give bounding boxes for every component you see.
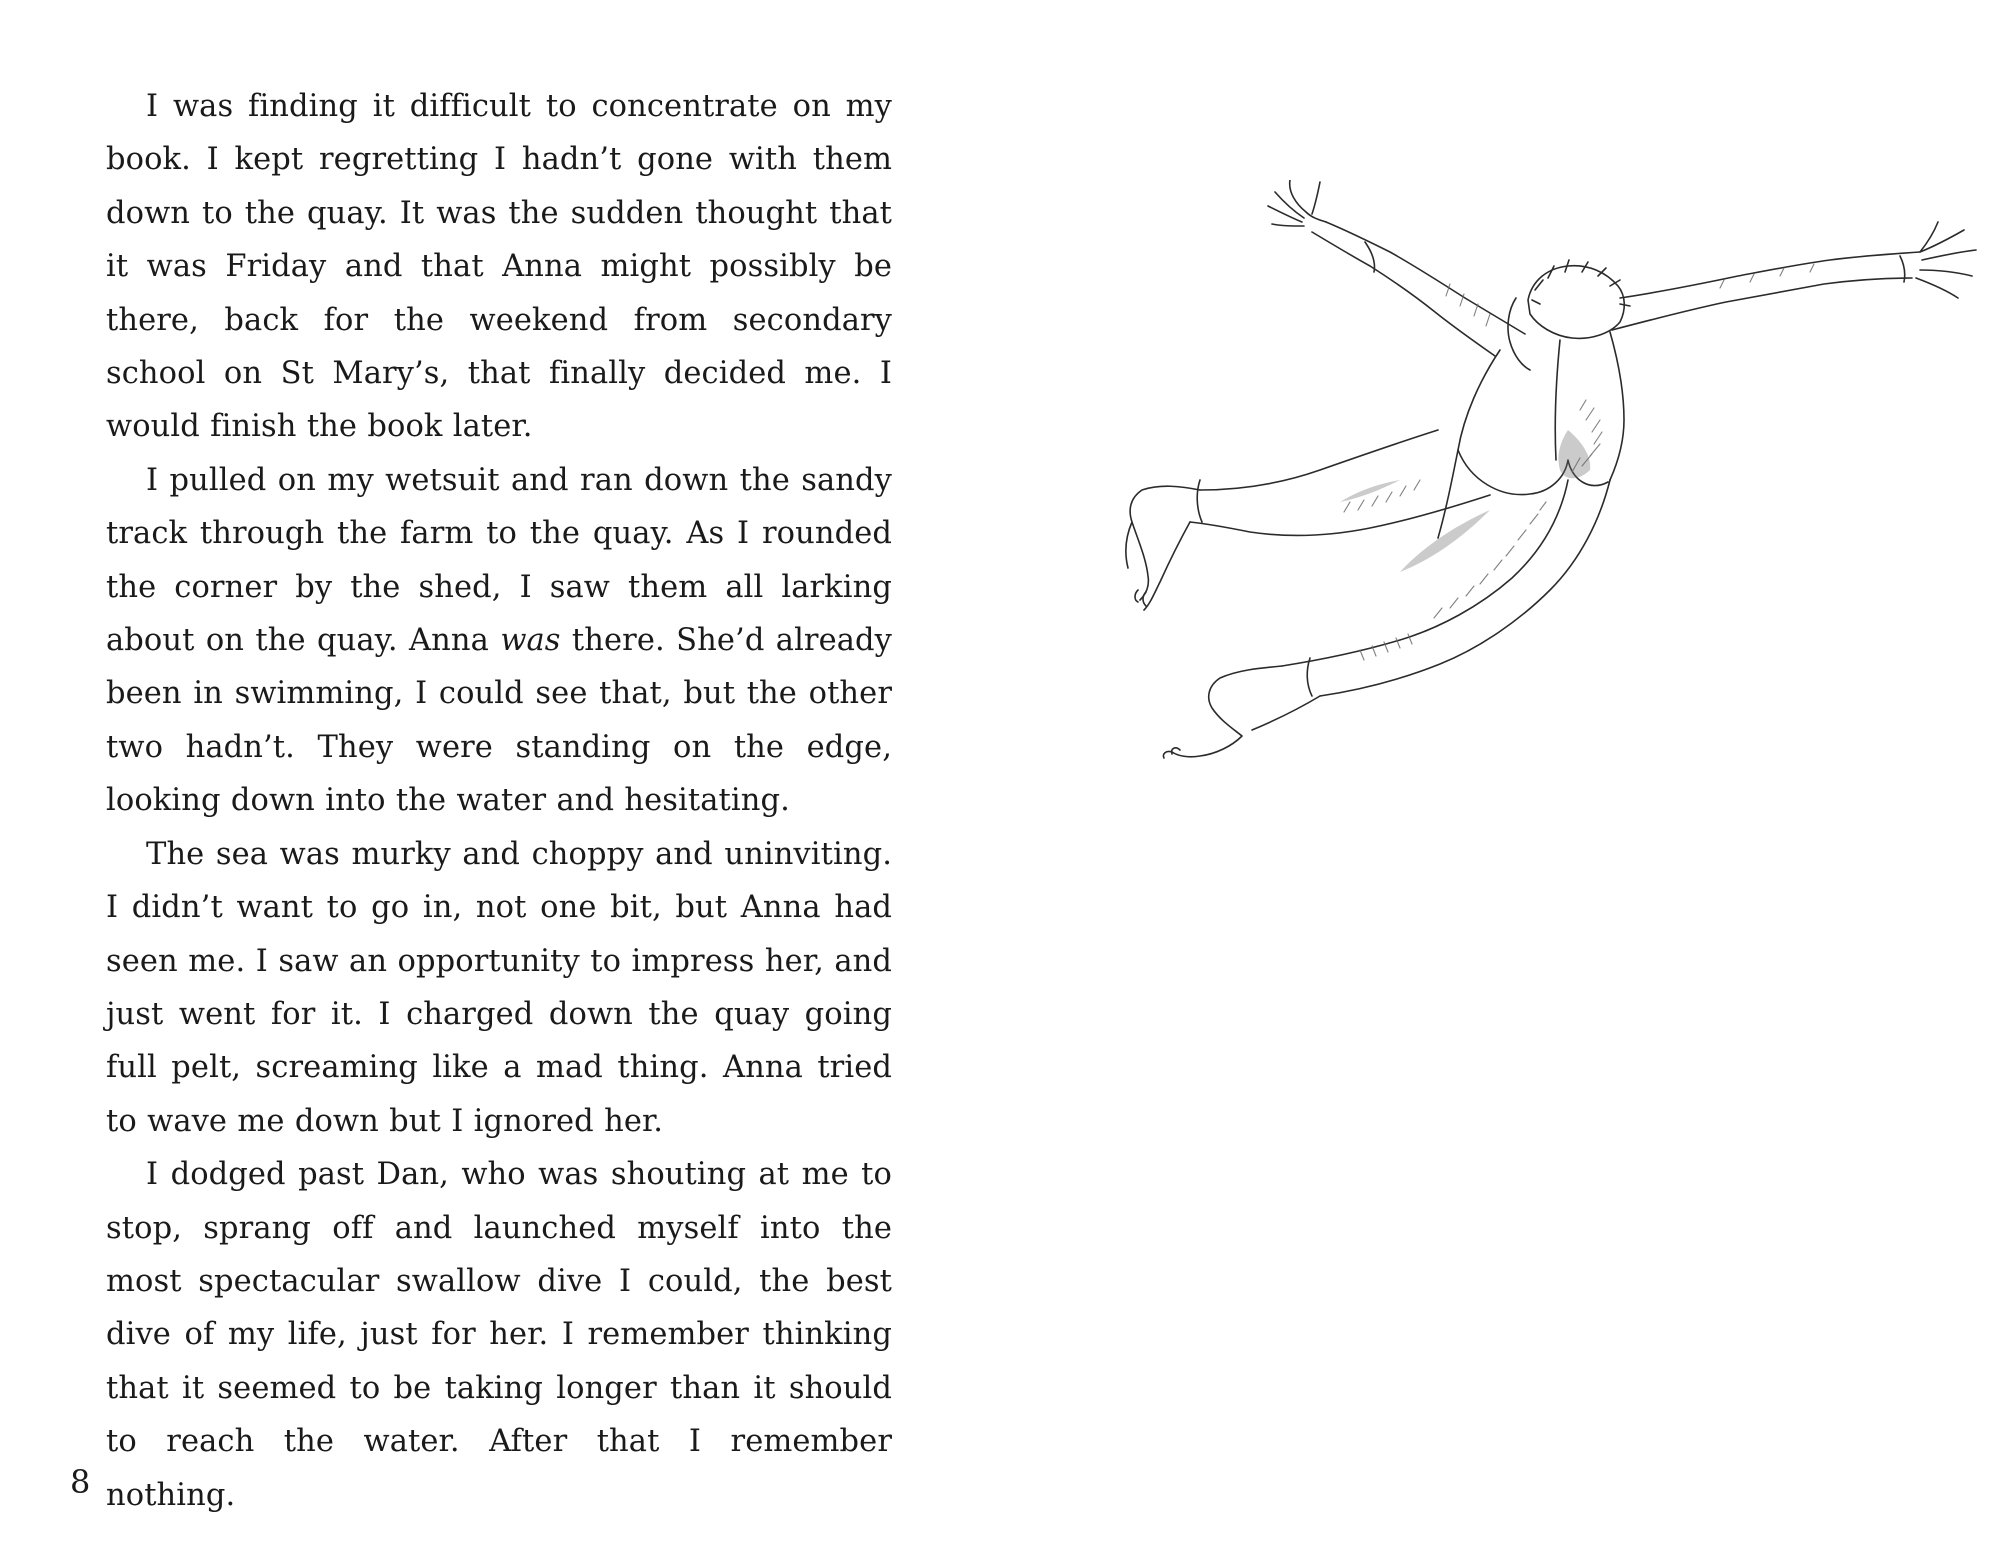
- right-leg-upper-edge: [1320, 480, 1610, 696]
- paragraph-4-text: I dodged past Dan, who was shouting at me to stop, sprang off and launched myself into the most spectacular swallow dive I could, the best dive of my life, just for her. I remember thinking that it seemed to be taking longer than it should to reach the water. After that I remember nothing.: [106, 1157, 892, 1513]
- paragraph-3-text: The sea was murky and choppy and uninviting. I didn’t want to go in, not one bit, but Anna had seen me. I saw an opportunity to impress her, and just went for it. I charged down the quay going full pelt, screaming like a mad thing. Anna tried to wave me down but I ignored her.: [106, 836, 892, 1139]
- left-leg-upper-edge: [1200, 430, 1438, 490]
- paragraph-1-text: I was finding it difficult to concentrate on my book. I kept regretting I hadn’t gone with them down to the quay. It was the sudden thought that it was Friday and that Anna might possibly be there, back for the weekend from secondary school on St Mary’s, that finally decided me. I would finish the book later.: [106, 89, 892, 445]
- page-body-text: [106, 80, 892, 1522]
- left-ankle-cuff: [1197, 480, 1202, 522]
- right-leg-lower-edge: [1282, 480, 1568, 666]
- paragraph-2-text-a: I pulled on my wetsuit and ran down the sandy track through the farm to the quay. As I rounded the corner by the shed, I saw them all larking about on the quay. Anna: [106, 462, 892, 659]
- head-hair: [1528, 266, 1624, 339]
- right-foot: [1172, 666, 1320, 757]
- torso-right-edge: [1610, 332, 1624, 480]
- right-arm-upper-edge: [1620, 252, 1920, 298]
- right-hand: [1916, 222, 1976, 298]
- paragraph-2-italic-was: was: [500, 623, 561, 659]
- left-leg-lower-edge: [1190, 495, 1490, 535]
- torso-left-edge: [1438, 350, 1500, 538]
- paragraph-2: [106, 454, 892, 828]
- diver-illustration: [1020, 180, 2000, 920]
- spine-line: [1555, 340, 1560, 460]
- left-toes: [1135, 590, 1146, 606]
- page-number: 8: [70, 1463, 91, 1501]
- hair-strands: [1532, 260, 1630, 306]
- paragraph-4: [106, 1148, 892, 1522]
- left-hand: [1268, 180, 1326, 226]
- left-arm-upper-edge: [1326, 222, 1525, 334]
- left-arm-lower-edge: [1312, 232, 1495, 356]
- paragraph-1: [106, 80, 892, 454]
- snorkel-strap: [1508, 298, 1530, 370]
- right-ankle-cuff: [1307, 658, 1312, 696]
- diver-shadow-fill: [1340, 430, 1590, 572]
- diver-sketch: [1020, 180, 2000, 920]
- diver-outline: [1126, 180, 1976, 758]
- paragraph-2-text-b: there. She’d already been in swimming, I could see that, but the other two hadn’t. They were standing on the edge, looking down into the water and hesitating.: [106, 623, 892, 819]
- right-arm-lower-edge: [1612, 278, 1912, 330]
- paragraph-3: [106, 828, 892, 1148]
- right-toes: [1163, 748, 1180, 758]
